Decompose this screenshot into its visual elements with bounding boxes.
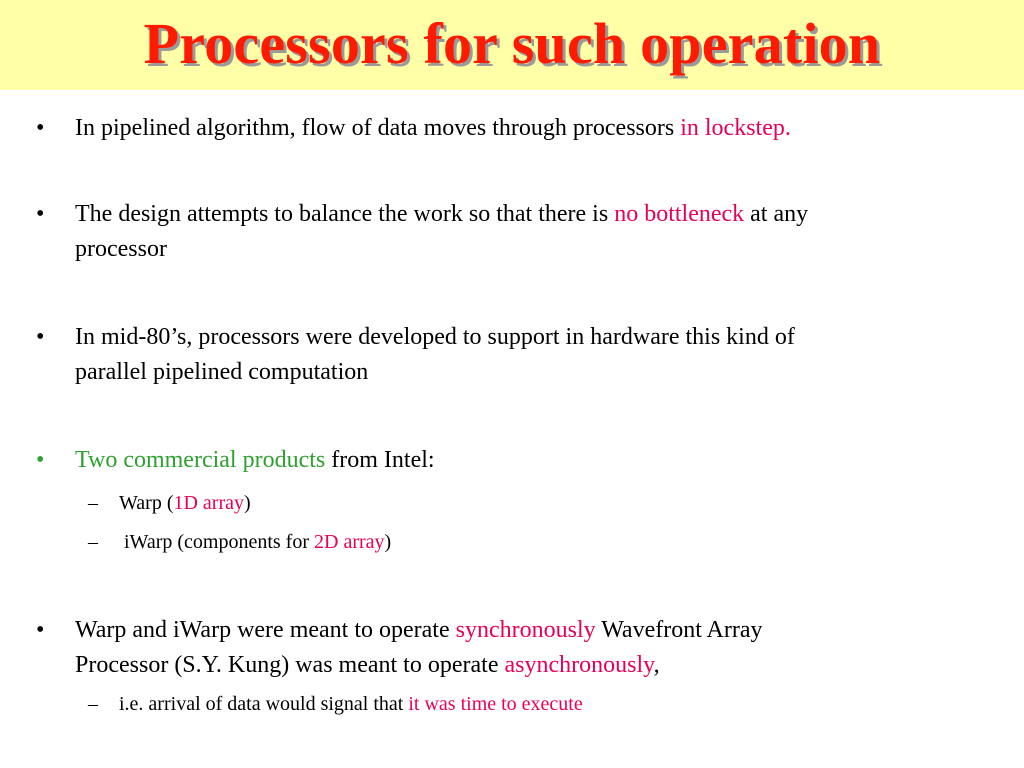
bullet-text-plain: In mid-80’s, processors were developed to support in hardware this kind of: [75, 324, 795, 350]
sub-bullet-text-plain: Warp (: [119, 492, 174, 514]
sub-bullet-marker: –: [88, 693, 98, 715]
sub-bullet-text: [119, 690, 979, 718]
bullet-text-plain: Processor (S.Y. Kung) was meant to operate: [75, 652, 505, 678]
bullet-highlight: asynchronously: [504, 652, 654, 678]
bullet-text-plain: In pipelined algorithm, flow of data moves through processors: [75, 115, 681, 141]
bullet-text: [75, 320, 965, 390]
bullet-highlight: no bottleneck: [614, 201, 745, 227]
sub-bullet-text-plain: ): [384, 531, 392, 553]
sub-bullet-text: [119, 528, 979, 556]
bullet-marker: •: [36, 617, 45, 643]
bullet-text-plain: at any: [744, 201, 809, 227]
bullet-text-plain: The design attempts to balance the work so that there is: [75, 201, 615, 227]
sub-bullet-marker: –: [88, 531, 98, 553]
slide-title: Processors for such operation: [143, 11, 881, 76]
bullet-marker: •: [36, 324, 45, 350]
bullet-text: [75, 111, 965, 146]
bullet-text: [75, 443, 965, 478]
bullet-highlight: synchronously: [455, 617, 596, 643]
bullet-highlight: in lockstep.: [680, 115, 791, 141]
bullet-text: [75, 197, 965, 267]
bullet-text-plain: from Intel:: [325, 447, 435, 473]
title-band: [0, 0, 1024, 90]
bullet-highlight-green: Two commercial products: [75, 447, 326, 473]
bullet-marker: •: [36, 115, 45, 141]
sub-bullet-text: [119, 489, 979, 517]
sub-bullet-marker: –: [88, 492, 98, 514]
bullet-text: [75, 613, 965, 683]
sub-bullet-text-plain: ): [244, 492, 251, 514]
bullet-marker: •: [36, 447, 45, 473]
sub-bullet-highlight: 1D array: [173, 492, 245, 514]
bullet-text-plain: processor: [75, 236, 167, 262]
sub-bullet-highlight: 2D array: [314, 531, 385, 553]
bullet-text-plain: parallel pipelined computation: [75, 359, 369, 385]
sub-bullet-highlight: it was time to execute: [408, 693, 583, 715]
bullet-text-plain: Wavefront Array: [595, 617, 763, 643]
bullet-marker: •: [36, 201, 45, 227]
sub-bullet-text-plain: iWarp (components for: [119, 531, 314, 553]
sub-bullet-text-plain: i.e. arrival of data would signal that: [119, 693, 409, 715]
bullet-text-plain: Warp and iWarp were meant to operate: [75, 617, 456, 643]
bullet-text-plain: ,: [653, 652, 660, 678]
